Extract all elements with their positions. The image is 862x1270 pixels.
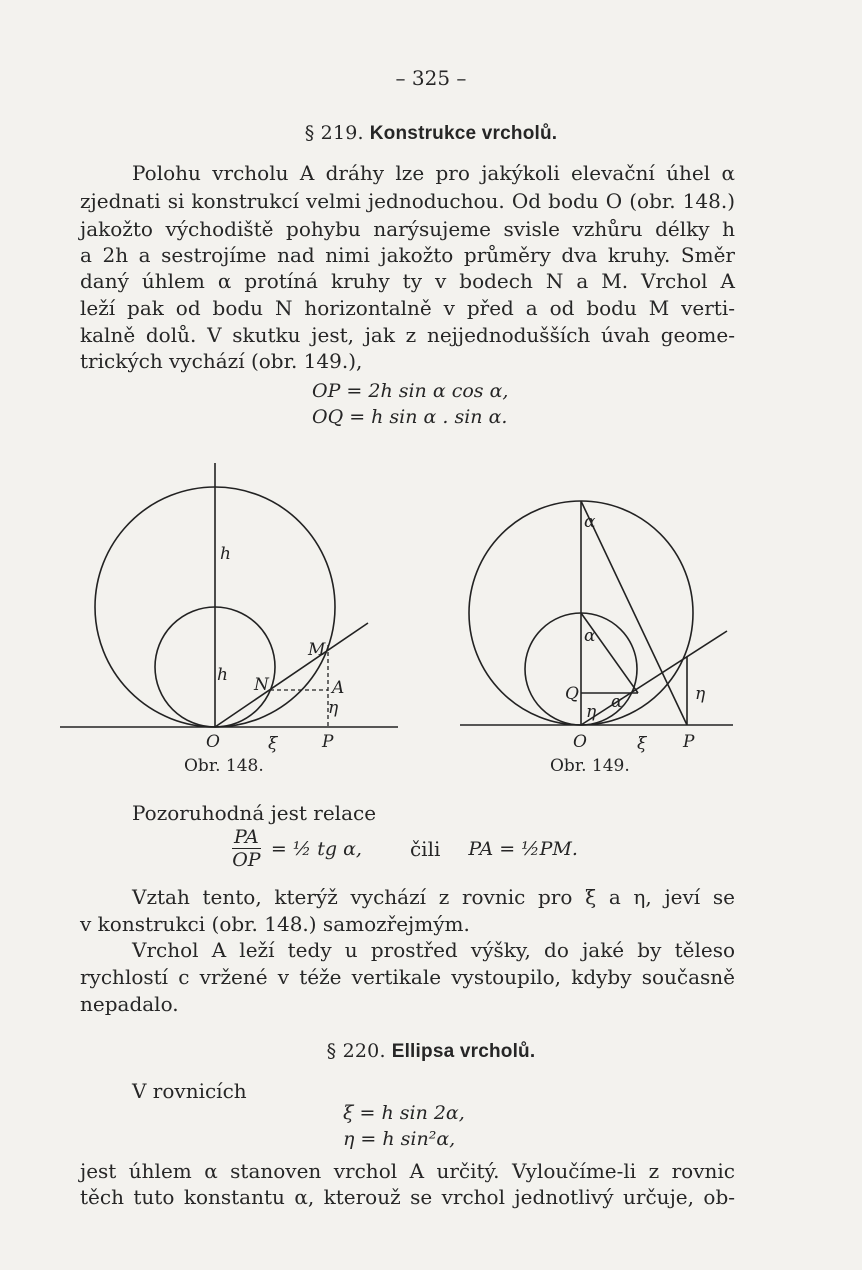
fraction (232, 826, 261, 871)
figure-149-caption: Obr. 149. (550, 756, 630, 776)
relation-word: čili (409, 836, 441, 861)
fraction-denominator: OP (232, 849, 261, 871)
label-p: P (683, 732, 695, 752)
relation-eq2: PA = ½PM. (468, 837, 578, 860)
equation-op: OP = 2h sin α cos α, (312, 380, 509, 402)
section-220-number: § 220. (326, 1040, 386, 1062)
section-219-title: Konstrukce vrcholů. (369, 123, 558, 144)
section-220-heading (0, 1040, 862, 1063)
text-line: jest úhlem α stanoven vrchol A určitý. Vyloučíme-li z rovnic (80, 1159, 735, 1183)
direction-line (215, 623, 368, 727)
text-line: těch tuto konstantu α, kterouž se vrchol jednotlivý určuje, ob- (80, 1185, 735, 1209)
text-line: daný úhlem α protíná kruhy ty v bodech N a M. Vrchol A (80, 269, 735, 293)
label-eta-left: η (586, 702, 597, 722)
section-219-heading (0, 122, 862, 145)
equation-xi: ξ = h sin 2α, (343, 1102, 465, 1124)
relation-rhs: = ½ tg α, (270, 837, 362, 860)
section-220-intro: V rovnicích (132, 1079, 247, 1103)
text-line: a 2h a sestrojíme nad nimi jakožto průměry dva kruhy. Směr (80, 243, 735, 267)
text-line: Vztah tento, kterýž vychází z rovnic pro ξ a η, jeví se (132, 885, 735, 909)
label-a: A (332, 678, 345, 698)
figure-148 (60, 455, 410, 755)
label-q: Q (565, 684, 579, 704)
label-alpha-right: α (611, 692, 623, 712)
text-line: kalně dolů. V skutku jest, jak z nejjednodušších úvah geome- (80, 323, 735, 347)
figure-149 (455, 485, 755, 760)
label-h-bottom: h (217, 665, 228, 685)
text-line: rychlostí c vržené v téže vertikale vystoupilo, kdyby současně (80, 965, 735, 989)
page-number: – 325 – (395, 66, 467, 90)
relation-equation (232, 826, 578, 871)
relation-intro: Pozoruhodná jest relace (132, 801, 377, 825)
section-219-number: § 219. (304, 122, 364, 144)
text-line: trických vychází (obr. 149.), (80, 349, 363, 373)
label-eta-right: η (695, 684, 706, 704)
figure-148-caption: Obr. 148. (184, 756, 264, 776)
section-220-title: Ellipsa vrcholů. (391, 1041, 536, 1062)
text-line: zjednati si konstrukcí velmi jednoduchou. Od bodu O (obr. 148.) (80, 189, 735, 213)
label-alpha-top: α (584, 512, 596, 532)
label-m: M (308, 640, 326, 660)
label-alpha-mid: α (584, 626, 596, 646)
label-o: O (573, 732, 587, 752)
text-line: leží pak od bodu N horizontalně v před a od bodu M verti- (80, 296, 735, 320)
chord-from-center (581, 613, 638, 693)
label-h-top: h (220, 544, 231, 564)
label-p: P (322, 732, 334, 752)
equation-oq: OQ = h sin α . sin α. (312, 406, 508, 428)
label-xi: ξ (637, 734, 647, 754)
label-xi: ξ (268, 734, 278, 754)
text-line: Vrchol A leží tedy u prostřed výšky, do jaké by těleso (132, 938, 735, 962)
text-line: jakožto východiště pohybu narýsujeme svisle vzhůru délky h (80, 217, 735, 241)
text-line: v konstrukci (obr. 148.) samozřejmým. (80, 912, 470, 936)
label-o: O (206, 732, 220, 752)
equation-eta: η = h sin²α, (343, 1128, 456, 1150)
text-line: nepadalo. (80, 992, 179, 1016)
label-eta: η (328, 698, 339, 718)
fraction-numerator: PA (234, 826, 259, 848)
text-line: Polohu vrcholu A dráhy lze pro jakýkoli elevační úhel α (132, 161, 735, 185)
label-n: N (254, 675, 269, 695)
